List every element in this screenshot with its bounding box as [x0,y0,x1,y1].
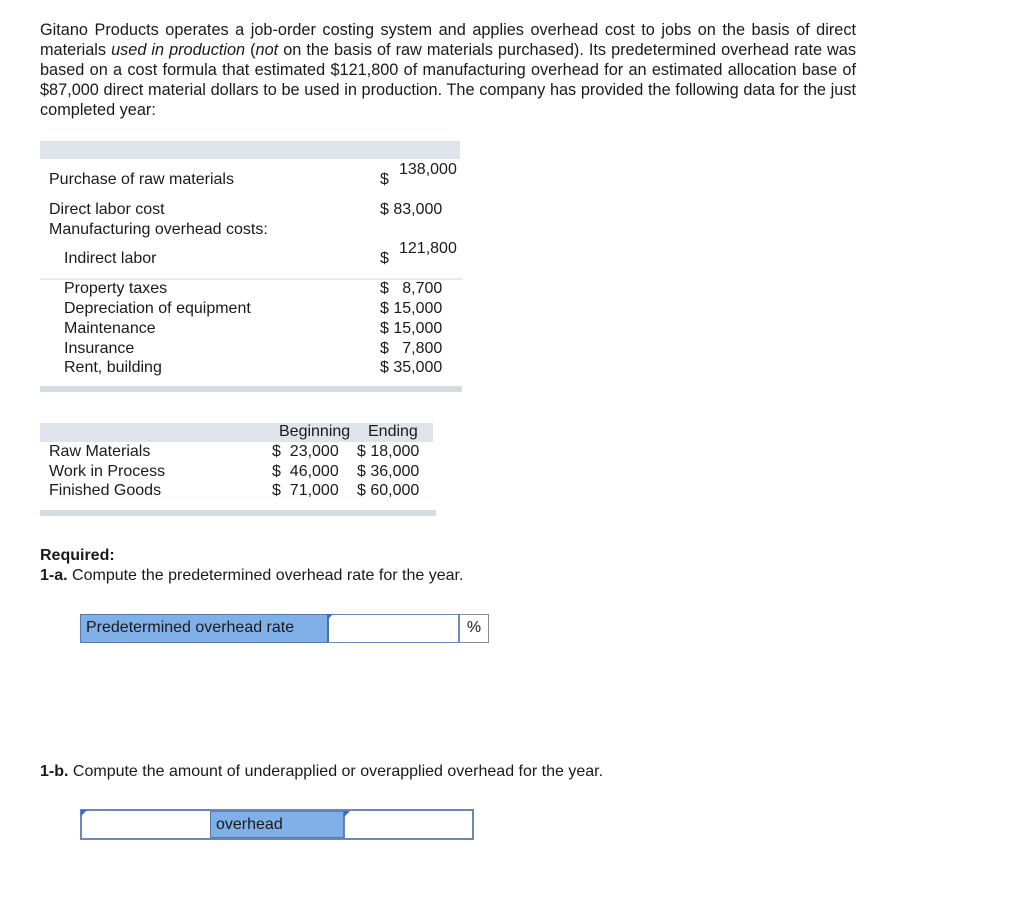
intro-paragraph [40,20,856,120]
direct-labor-label: Direct labor cost [49,201,165,218]
intro-emphasis-1: used in production [111,41,246,59]
overhead-item-value: $ 15,000 [380,300,443,317]
overhead-item-label: Depreciation of equipment [64,300,251,317]
intro-text-2: ( [245,41,256,59]
inventory-begin: $ 71,000 [272,482,339,499]
rate-label: Predetermined overhead rate [80,614,328,643]
intro-emphasis-2: not [255,41,279,59]
question-number: 1-a. [40,567,68,584]
required-heading: Required: [40,547,115,564]
overhead-amount-input[interactable] [345,811,472,838]
under-over-select[interactable] [82,811,210,838]
inventory-end: $ 18,000 [357,443,420,460]
purchase-currency: $ [380,171,389,188]
overhead-select-box [82,811,210,838]
inventory-begin: $ 46,000 [272,463,339,480]
indirect-labor-value: 121,800 [399,240,457,257]
inventory-begin: $ 23,000 [272,443,339,460]
direct-labor-value: $ 83,000 [380,201,443,218]
inventory-row-label: Work in Process [49,463,166,480]
overhead-item-value: $ 7,800 [380,340,443,357]
overhead-item-label: Property taxes [64,280,168,297]
purchase-label: Purchase of raw materials [49,171,234,188]
intro-text-1: Gitano Products operates a job-order costing system and applies overhead cost to jobs on the basis of direct materials [40,21,856,59]
rate-input[interactable] [329,615,458,642]
question-text: Compute the predetermined overhead rate for the year. [72,567,464,584]
rate-input-box [327,614,459,643]
inventory-row-label: Finished Goods [49,482,162,499]
purchase-value: 138,000 [399,161,457,178]
table-footer-band [40,386,462,392]
question-1a [40,566,463,586]
overhead-item-label: Insurance [64,340,135,357]
overhead-label: overhead [210,811,344,838]
input-flag-icon [81,810,87,816]
inventory-end: $ 36,000 [357,463,420,480]
overhead-item-value: $ 35,000 [380,359,443,376]
input-flag-icon [327,614,333,620]
inventory-row-label: Raw Materials [49,443,151,460]
col-beginning: Beginning [279,423,351,440]
percent-unit: % [459,614,489,643]
overhead-amount-box [344,811,472,838]
indirect-labor-currency: $ [380,250,389,267]
overhead-item-value: $ 8,700 [380,280,443,297]
overhead-item-label: Rent, building [64,359,162,376]
question-1b [40,762,603,782]
indirect-labor-label: Indirect labor [64,250,157,267]
question-text: Compute the amount of underapplied or overapplied overhead for the year. [72,763,604,780]
inventory-end: $ 60,000 [357,482,420,499]
inventory-footer-band [40,510,436,516]
col-ending: Ending [368,423,418,440]
moh-label: Manufacturing overhead costs: [49,221,268,238]
input-flag-icon [344,811,350,817]
intro-text-3: on the basis of raw materials purchased). Its predetermined overhead rate was based on a cost formula that estimated $121,800 of manufacturing overhead for an estimated allocation base of $87,000 direct material dollars to be used in production. The company has provided the following data for the just completed year: [40,41,856,119]
question-number: 1-b. [40,763,69,780]
overhead-item-label: Maintenance [64,320,156,337]
table-header-band [40,141,460,159]
overhead-item-value: $ 15,000 [380,320,443,337]
